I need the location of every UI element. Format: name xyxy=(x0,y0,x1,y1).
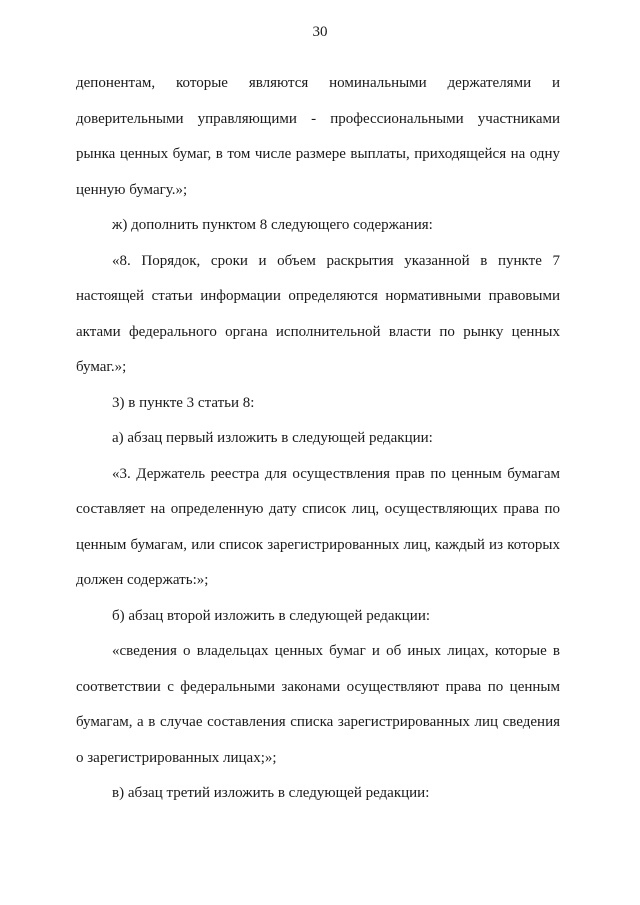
page-number: 30 xyxy=(312,24,328,40)
paragraph-registry-holder: «3. Держатель реестра для осуществления прав по ценным бумагам составляет на определенную дату список лиц, осуществляющих права по ценным бумагам, или список зарегистрированных лиц, каждый из которых должен содержать:»; xyxy=(76,465,560,588)
paragraph-continuation: депонентам, которые являются номинальными держателями и доверительными управляющими - профессиональными участниками рынка ценных бумаг, в том числе размере выплаты, приходящейся на одну ценную бумагу.»; xyxy=(76,75,560,198)
paragraph-amendment-b: б) абзац второй изложить в следующей редакции: xyxy=(112,607,431,624)
document-body xyxy=(76,66,560,812)
paragraph-amendment-zh: ж) дополнить пунктом 8 следующего содержания: xyxy=(112,217,433,233)
paragraph-amendment-a: а) абзац первый изложить в следующей редакции: xyxy=(112,430,433,446)
paragraph-owners-info: «сведения о владельцах ценных бумаг и об иных лицах, которые в соответствии с федеральными законами осуществляют права по ценным бумагам, а в случае составления списка зарегистрированных лиц сведения о зарегистрированных лицах;»; xyxy=(76,643,560,766)
paragraph-item-8: «8. Порядок, сроки и объем раскрытия указанной в пункте 7 настоящей статьи информации определяются нормативными правовыми актами федерального органа исполнительной власти по рынку ценных бумаг.»; xyxy=(76,252,560,375)
paragraph-point-3: 3) в пункте 3 статьи 8: xyxy=(112,394,255,411)
paragraph-amendment-v: в) абзац третий изложить в следующей редакции: xyxy=(112,785,430,801)
